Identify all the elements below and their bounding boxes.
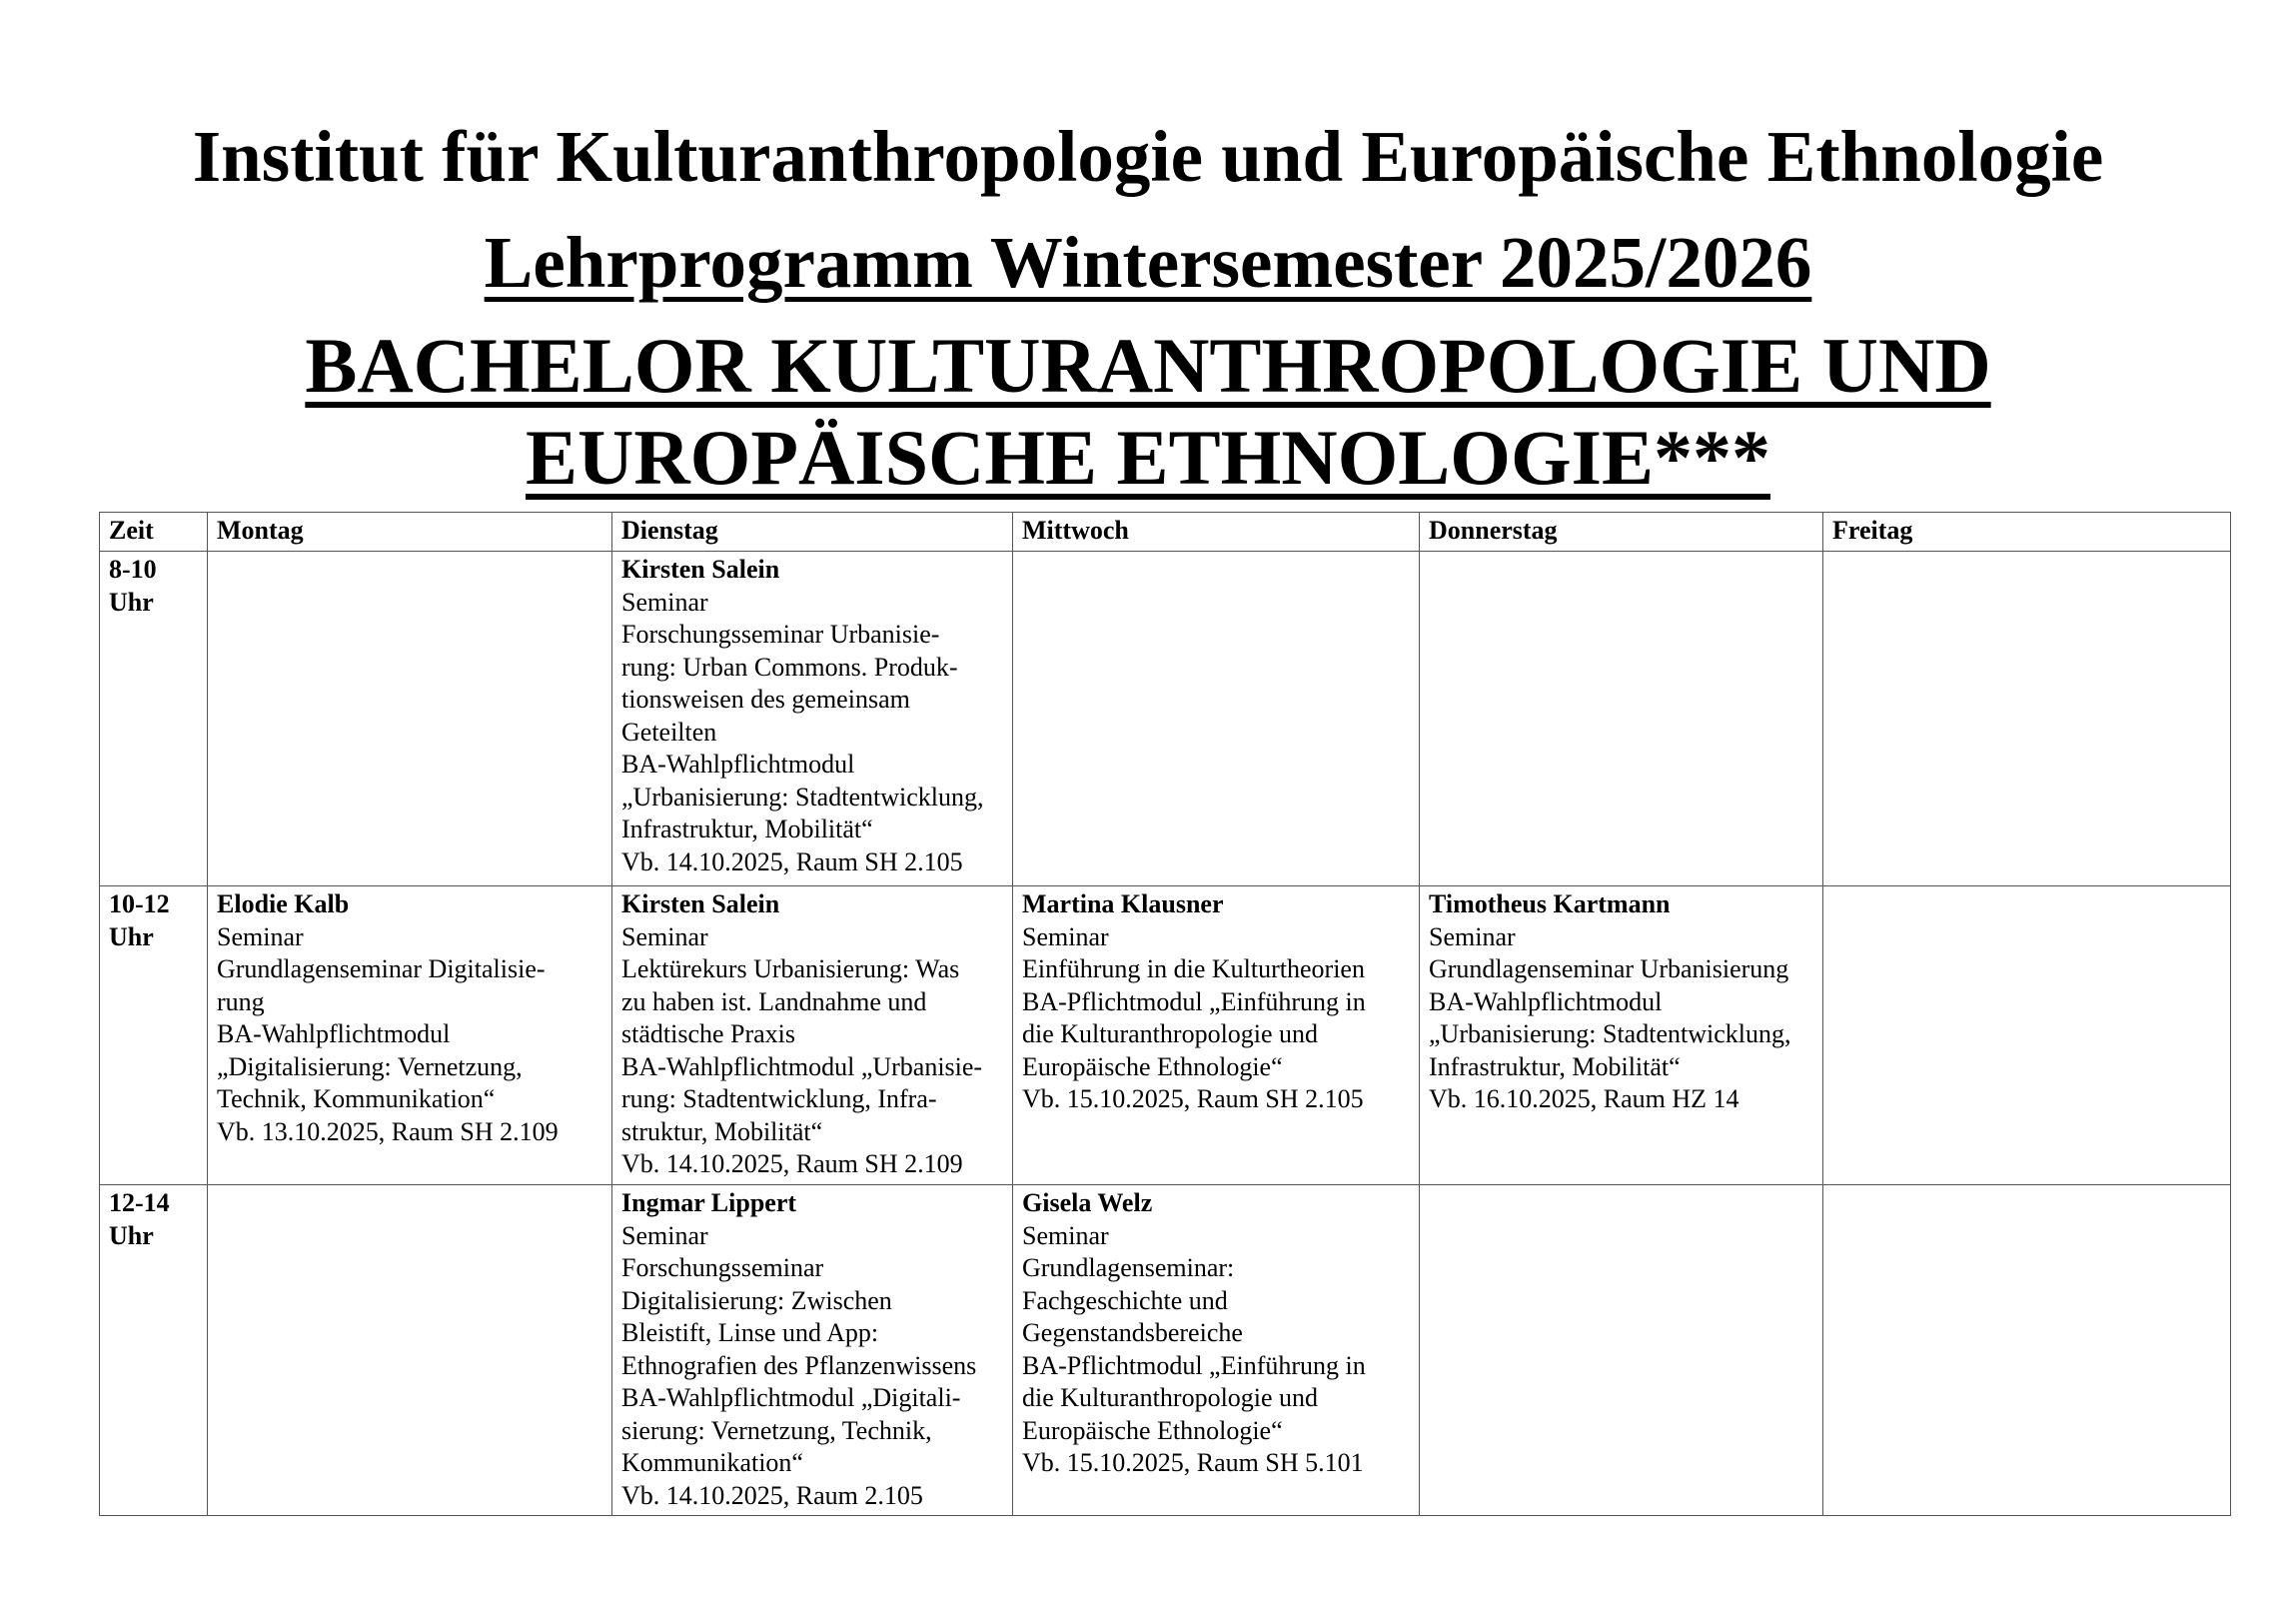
course-info-line: Grundlagenseminar Urbanisierung: [1429, 954, 1789, 983]
time-slot: [100, 552, 208, 886]
course-info-line: Seminar: [1022, 1220, 1109, 1250]
course-info-line: BA-Wahlpflichtmodul: [621, 750, 855, 779]
course-info-line: Gegenstandsbereiche: [1022, 1318, 1243, 1347]
lecturer-name: Timotheus Kartmann: [1429, 889, 1671, 918]
course-info-line: städtische Praxis: [621, 1019, 796, 1048]
course-info-line: Digitalisierung: Zwischen: [621, 1285, 892, 1315]
course-cell-dienstag: [612, 1185, 1013, 1516]
degree-title: [0, 320, 2296, 504]
time-slot-line: 12-14: [109, 1188, 170, 1217]
course-info-line: Europäische Ethnologie“: [1022, 1415, 1283, 1445]
time-slot-line: Uhr: [109, 587, 154, 617]
course-info-line: zu haben ist. Landnahme und: [621, 986, 927, 1016]
course-info-line: struktur, Mobilität“: [621, 1116, 823, 1146]
column-header-montag: Montag: [208, 513, 612, 552]
program-title-text: Lehrprogramm Wintersemester 2025/2026: [484, 222, 1812, 303]
lecturer-name: Gisela Welz: [1022, 1188, 1153, 1217]
course-info-line: Fachgeschichte und: [1022, 1285, 1228, 1315]
course-info-line: Vb. 14.10.2025, Raum SH 2.105: [621, 846, 963, 876]
course-cell-dienstag: [612, 886, 1013, 1185]
course-info-line: Vb. 14.10.2025, Raum SH 2.109: [621, 1149, 963, 1178]
degree-title-line2: EUROPÄISCHE ETHNOLOGIE***: [525, 414, 1771, 501]
course-cell-montag: [208, 886, 612, 1185]
schedule-table: [99, 512, 2231, 1516]
course-info-line: Vb. 15.10.2025, Raum SH 5.101: [1022, 1448, 1364, 1477]
course-cell-freitag: [1823, 1185, 2231, 1516]
lecturer-name: Elodie Kalb: [217, 889, 350, 918]
course-info-line: Infrastruktur, Mobilität“: [1429, 1051, 1681, 1081]
course-info-line: BA-Wahlpflichtmodul „Urbanisie-: [621, 1051, 983, 1081]
course-info-line: Einführung in die Kulturtheorien: [1022, 954, 1365, 983]
lecturer-name: Ingmar Lippert: [621, 1188, 797, 1217]
course-info-line: rung: Urban Commons. Produk-: [621, 652, 958, 682]
course-info-line: Lektürekurs Urbanisierung: Was: [621, 954, 960, 983]
course-info-line: rung: [217, 986, 265, 1016]
course-info-line: Grundlagenseminar Digitalisie-: [217, 954, 546, 983]
course-cell-freitag: [1823, 886, 2231, 1185]
course-info-line: „Urbanisierung: Stadtentwicklung,: [1429, 1019, 1791, 1048]
course-info-line: BA-Wahlpflichtmodul: [1429, 986, 1663, 1016]
lecturer-name: Kirsten Salein: [621, 555, 780, 584]
course-info-line: Ethnografien des Pflanzenwissens: [621, 1350, 977, 1380]
course-info-line: Vb. 16.10.2025, Raum HZ 14: [1429, 1084, 1739, 1113]
column-header-donnerstag: Donnerstag: [1420, 513, 1823, 552]
column-header-dienstag: Dienstag: [612, 513, 1013, 552]
column-header-zeit: Zeit: [100, 513, 208, 552]
course-cell-donnerstag: [1420, 886, 1823, 1185]
time-slot-line: Uhr: [109, 921, 154, 951]
course-cell-mittwoch: [1013, 552, 1420, 886]
institute-title: Institut für Kulturanthropologie und Europäische Ethnologie: [192, 116, 2104, 197]
course-info-line: Bleistift, Linse und App:: [621, 1318, 879, 1347]
course-cell-montag: [208, 552, 612, 886]
course-info-line: BA-Pflichtmodul „Einführung in: [1022, 1350, 1366, 1380]
course-info-line: Seminar: [621, 1220, 708, 1250]
course-cell-freitag: [1823, 552, 2231, 886]
course-info-line: Seminar: [1022, 921, 1109, 951]
course-info-line: Vb. 13.10.2025, Raum SH 2.109: [217, 1116, 559, 1146]
course-info-line: Grundlagenseminar:: [1022, 1253, 1235, 1282]
table-row: [100, 886, 2231, 1185]
table-header-row: [100, 513, 2231, 552]
program-title: [0, 218, 2296, 308]
course-cell-donnerstag: [1420, 552, 1823, 886]
course-info-line: „Digitalisierung: Vernetzung,: [217, 1051, 523, 1081]
course-cell-mittwoch: [1013, 1185, 1420, 1516]
course-info-line: BA-Pflichtmodul „Einführung in: [1022, 986, 1366, 1016]
time-slot-line: 10-12: [109, 889, 170, 918]
course-info-line: rung: Stadtentwicklung, Infra-: [621, 1084, 937, 1113]
course-info-line: Seminar: [621, 587, 708, 617]
course-info-line: Vb. 14.10.2025, Raum 2.105: [621, 1480, 923, 1510]
course-info-line: Forschungsseminar: [621, 1253, 824, 1282]
course-info-line: Infrastruktur, Mobilität“: [621, 814, 873, 843]
course-info-line: die Kulturanthropologie und: [1022, 1019, 1319, 1048]
course-info-line: BA-Wahlpflichtmodul: [217, 1019, 451, 1048]
course-cell-montag: [208, 1185, 612, 1516]
course-info-line: Seminar: [1429, 921, 1516, 951]
time-slot-line: 8-10: [109, 555, 157, 584]
course-info-line: Technik, Kommunikation“: [217, 1084, 496, 1113]
column-header-mittwoch: Mittwoch: [1013, 513, 1420, 552]
time-slot-line: Uhr: [109, 1220, 154, 1250]
course-info-line: tionsweisen des gemeinsam: [621, 685, 910, 714]
course-info-line: Geteilten: [621, 717, 717, 747]
course-info-line: „Urbanisierung: Stadtentwicklung,: [621, 782, 984, 812]
lecturer-name: Kirsten Salein: [621, 889, 780, 918]
course-info-line: Seminar: [621, 921, 708, 951]
course-info-line: Kommunikation“: [621, 1448, 803, 1477]
table-row: [100, 552, 2231, 886]
time-slot: [100, 886, 208, 1185]
table-row: [100, 1185, 2231, 1516]
time-slot: [100, 1185, 208, 1516]
course-info-line: Vb. 15.10.2025, Raum SH 2.105: [1022, 1084, 1364, 1113]
column-header-freitag: Freitag: [1823, 513, 2231, 552]
degree-title-line1: BACHELOR KULTURANTHROPOLOGIE UND: [305, 322, 1991, 409]
course-cell-donnerstag: [1420, 1185, 1823, 1516]
lecturer-name: Martina Klausner: [1022, 889, 1224, 918]
course-info-line: Seminar: [217, 921, 304, 951]
course-info-line: die Kulturanthropologie und: [1022, 1383, 1319, 1412]
course-info-line: Europäische Ethnologie“: [1022, 1051, 1283, 1081]
course-info-line: sierung: Vernetzung, Technik,: [621, 1415, 932, 1445]
course-info-line: BA-Wahlpflichtmodul „Digitali-: [621, 1383, 961, 1412]
course-cell-dienstag: [612, 552, 1013, 886]
course-info-line: Forschungsseminar Urbanisie-: [621, 620, 940, 649]
course-cell-mittwoch: [1013, 886, 1420, 1185]
